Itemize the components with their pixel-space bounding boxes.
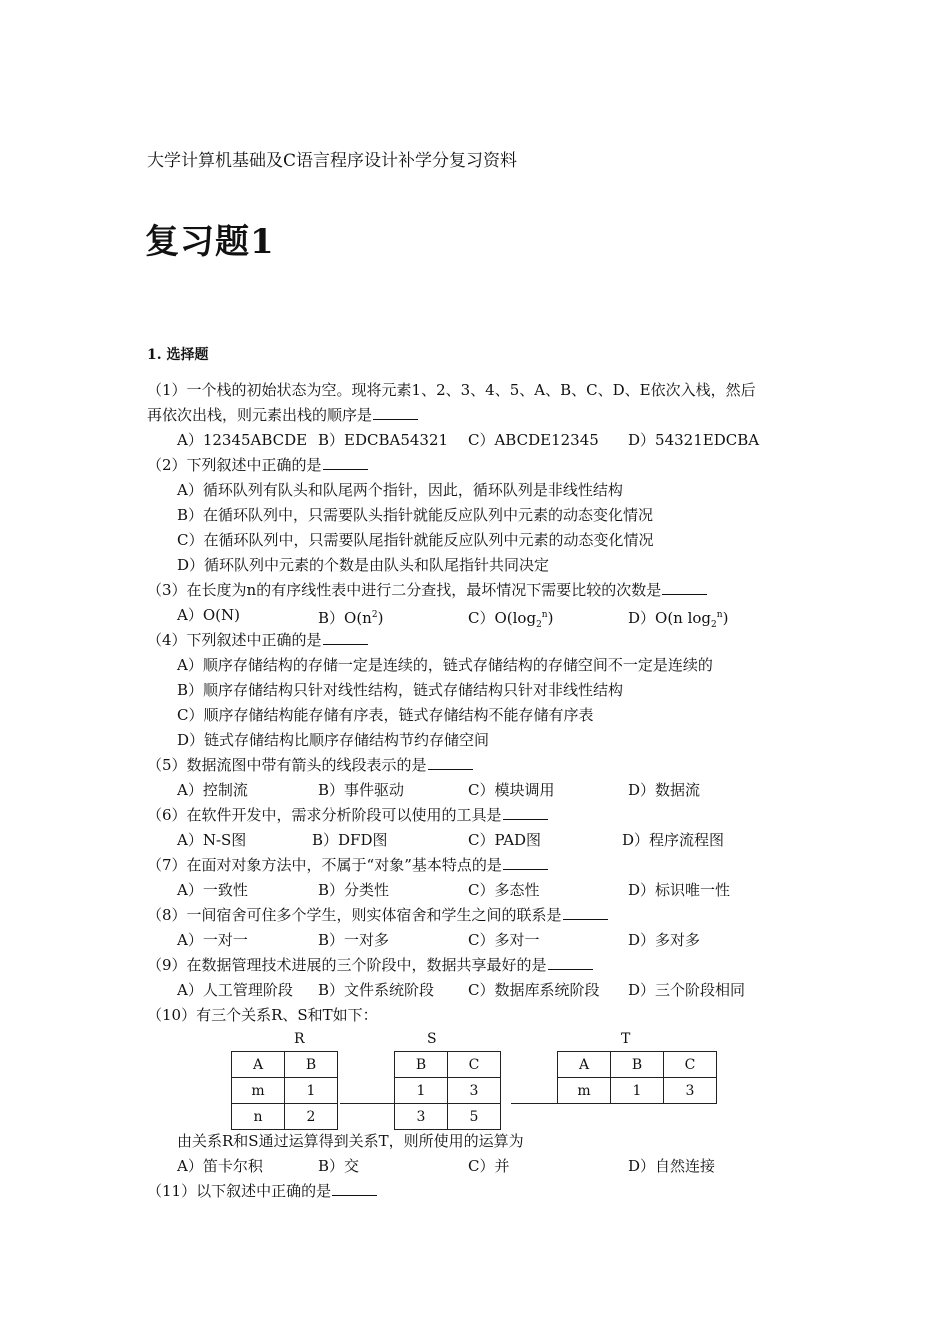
option-c: C）并 (468, 1157, 510, 1175)
question-1-stem-line1: （1）一个栈的初始状态为空。现将元素1、2、3、4、5、A、B、C、D、E依次入栈，然后 (147, 381, 756, 399)
answer-blank (373, 405, 418, 420)
option-d: D）三个阶段相同 (628, 981, 746, 999)
answer-blank (323, 455, 368, 470)
question-1-stem-line2: 再依次出栈，则元素出栈的顺序是 (147, 405, 418, 425)
table-cell: C (448, 1052, 501, 1078)
answer-blank (548, 955, 593, 970)
option-b: B）EDCBA54321 (318, 431, 449, 449)
option-d: D）循环队列中元素的个数是由队头和队尾指针共同决定 (177, 556, 550, 574)
option-c: $C)O(\log_2^n)$ (468, 609, 554, 630)
table-cell: 3 (448, 1078, 501, 1104)
table-cell: 3 (664, 1078, 717, 1104)
relation-s-table (394, 1051, 501, 1130)
option-d: D）54321EDCBA (628, 431, 760, 449)
answer-blank (428, 755, 473, 770)
table-cell: A (558, 1052, 611, 1078)
table-cell: 1 (395, 1078, 448, 1104)
option-a: A）N-S图 (177, 831, 247, 849)
relation-t-name: T (621, 1031, 631, 1047)
table-row (232, 1104, 338, 1130)
section-heading: 1. 选择题 (147, 347, 209, 363)
answer-blank (662, 580, 707, 595)
option-a: A）循环队列有队头和队尾两个指针，因此，循环队列是非线性结构 (177, 481, 623, 499)
option-b: B）文件系统阶段 (318, 981, 435, 999)
page-title: 复习题1 (145, 222, 275, 262)
option-c: C）在循环队列中，只需要队尾指针就能反应队列中元素的动态变化情况 (177, 531, 654, 549)
question-3-stem: （3）在长度为n的有序线性表中进行二分查找，最坏情况下需要比较的次数是 (147, 580, 707, 600)
table-row (395, 1052, 501, 1078)
relation-t-table (557, 1051, 717, 1104)
question-10-followup: 由关系R和S通过运算得到关系T，则所使用的运算为 (177, 1132, 524, 1150)
option-b: B）交 (318, 1157, 360, 1175)
question-10-stem: （10）有三个关系R、S和T如下： (147, 1006, 378, 1024)
question-2-stem: （2）下列叙述中正确的是 (147, 455, 368, 475)
option-a: A）O(N) (177, 606, 240, 624)
question-6-stem: （6）在软件开发中，需求分析阶段可以使用的工具是 (147, 805, 548, 825)
question-5-stem: （5）数据流图中带有箭头的线段表示的是 (147, 755, 473, 775)
table-row (395, 1078, 501, 1104)
document-subtitle: 大学计算机基础及C语言程序设计补学分复习资料 (147, 151, 518, 171)
question-9-stem: （9）在数据管理技术进展的三个阶段中，数据共享最好的是 (147, 955, 593, 975)
option-b: B）顺序存储结构只针对线性结构，链式存储结构只针对非线性结构 (177, 681, 624, 699)
answer-blank (323, 630, 368, 645)
answer-blank (332, 1181, 377, 1196)
option-b: B）分类性 (318, 881, 390, 899)
option-d: D）自然连接 (628, 1157, 716, 1175)
option-d: D）程序流程图 (622, 831, 725, 849)
option-c: C）模块调用 (468, 781, 555, 799)
table-row (558, 1078, 717, 1104)
table-row (232, 1078, 338, 1104)
answer-blank (503, 805, 548, 820)
table-cell: 5 (448, 1104, 501, 1130)
table-row (558, 1052, 717, 1078)
table-cell: 1 (285, 1078, 338, 1104)
option-c: C）PAD图 (468, 831, 542, 849)
option-b: B）DFD图 (312, 831, 388, 849)
answer-blank (503, 855, 548, 870)
question-7-stem: （7）在面对对象方法中，不属于“对象”基本特点的是 (147, 855, 548, 875)
table-cell: m (558, 1078, 611, 1104)
question-11-stem: （11）以下叙述中正确的是 (147, 1181, 377, 1201)
option-a: A）12345ABCDE (177, 431, 308, 449)
option-d: D）O(n $\log_2^n$) (628, 609, 729, 630)
relation-r-name: R (294, 1031, 305, 1047)
option-a: A）一致性 (177, 881, 248, 899)
relation-r-table (231, 1051, 338, 1130)
table-cell: m (232, 1078, 285, 1104)
option-a: A）人工管理阶段 (177, 981, 293, 999)
option-d: D）标识唯一性 (628, 881, 731, 899)
table-cell: A (232, 1052, 285, 1078)
table-divider (511, 1103, 557, 1104)
option-d: D）链式存储结构比顺序存储结构节约存储空间 (177, 731, 490, 749)
answer-blank (563, 905, 608, 920)
option-c: C）数据库系统阶段 (468, 981, 600, 999)
table-cell: B (285, 1052, 338, 1078)
option-c: C）多对一 (468, 931, 540, 949)
option-c: C）多态性 (468, 881, 540, 899)
table-row (395, 1104, 501, 1130)
option-b: B）一对多 (318, 931, 390, 949)
question-4-stem: （4）下列叙述中正确的是 (147, 630, 368, 650)
option-c: C）顺序存储结构能存储有序表，链式存储结构不能存储有序表 (177, 706, 594, 724)
table-cell: 2 (285, 1104, 338, 1130)
option-a: A）一对一 (177, 931, 248, 949)
option-c: C）ABCDE12345 (468, 431, 599, 449)
option-d: D）数据流 (628, 781, 701, 799)
option-a: A）控制流 (177, 781, 248, 799)
table-divider (340, 1103, 394, 1104)
table-row (232, 1052, 338, 1078)
table-cell: B (611, 1052, 664, 1078)
table-cell: B (395, 1052, 448, 1078)
option-b: B）在循环队列中，只需要队头指针就能反应队列中元素的动态变化情况 (177, 506, 654, 524)
option-b: B）事件驱动 (318, 781, 405, 799)
option-a: A）笛卡尔积 (177, 1157, 263, 1175)
relation-s-name: S (427, 1031, 437, 1047)
table-cell: 3 (395, 1104, 448, 1130)
option-b: $B)O(n^2)$ (318, 609, 384, 627)
table-cell: n (232, 1104, 285, 1130)
question-8-stem: （8）一间宿舍可住多个学生，则实体宿舍和学生之间的联系是 (147, 905, 608, 925)
table-cell: C (664, 1052, 717, 1078)
table-cell: 1 (611, 1078, 664, 1104)
option-a: A）顺序存储结构的存储一定是连续的，链式存储结构的存储空间不一定是连续的 (177, 656, 713, 674)
option-d: D）多对多 (628, 931, 701, 949)
